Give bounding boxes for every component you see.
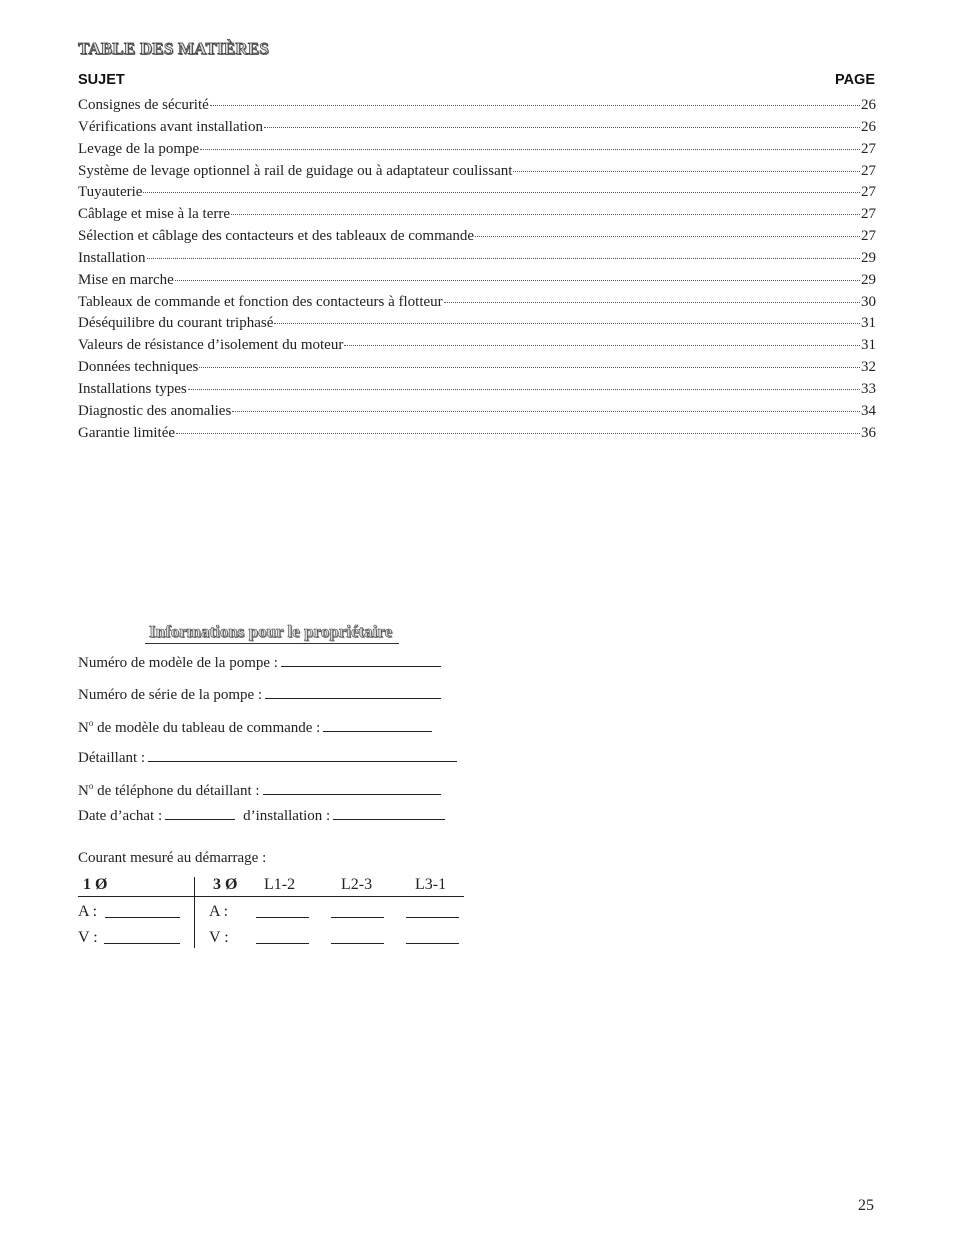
amps-l12-blank[interactable] [256,917,309,918]
toc-subject-header: SUJET [78,72,125,88]
toc-entry-title: Système de levage optionnel à rail de guidage ou à adaptateur coulissant [78,162,513,179]
toc-leader-dots [231,214,860,215]
toc-entry-title: Levage de la pompe [78,140,200,157]
dealer-phone-label: $N^o$ de téléphone du détaillant : [78,781,260,799]
toc-leader-dots [200,149,860,150]
toc-entry [78,403,876,425]
toc-leader-dots [513,171,860,172]
toc-leader-dots [274,323,860,324]
toc-entry-title: Consignes de sécurité [78,97,209,113]
single-amps-label: A : [78,903,98,920]
amps-l23-blank[interactable] [331,917,384,918]
toc-entry-page: 27 [861,228,876,245]
dealer-field [78,750,457,767]
toc-entry-title: Diagnostic des anomalies [78,402,232,419]
toc-entry-page: 27 [861,206,876,223]
single-volts-blank[interactable] [104,943,180,944]
toc-leader-dots [199,367,860,368]
pump-model-field [78,655,441,672]
pump-serial-blank[interactable] [265,697,441,699]
toc-entry-title: Vérifications avant installation [78,118,263,135]
three-phase-header: 3 Ø [213,876,238,893]
dealer-blank[interactable] [148,760,457,762]
l23-header: L2-3 [341,876,373,893]
toc-leader-dots [475,236,860,237]
toc-entry [78,272,876,294]
toc-entry-title: Tableaux de commande et fonction des contacteurs à flotteur [78,293,443,310]
pump-model-label: Numéro de modèle de la pompe : [78,655,278,671]
toc-page-header: PAGE [834,72,875,88]
toc-leader-dots [143,192,860,193]
single-volts-label: V : [78,929,98,946]
toc-leader-dots [264,127,860,128]
purchase-date-blank[interactable] [165,818,235,820]
toc-leader-dots [188,389,860,390]
toc-entry [78,250,876,272]
toc-entry-title: Installation [78,249,146,266]
l12-header: L1-2 [264,876,296,893]
dealer-phone-field [78,781,441,800]
toc-leader-dots [210,105,860,106]
control-model-blank[interactable] [323,730,432,732]
current-table-divider [194,877,195,948]
page-number: 25 [858,1197,874,1214]
toc-entry-title: Données techniques [78,359,199,376]
single-amps-blank[interactable] [105,917,180,918]
toc-entry [78,119,876,141]
toc-entry-page: 36 [861,424,876,441]
toc-entry-page: 26 [861,118,876,135]
toc-entry-title: Valeurs de résistance d’isolement du moteur [78,337,344,354]
toc-header [78,72,875,88]
toc-entry-title: Garantie limitée [78,424,176,441]
toc-entry [78,315,876,337]
three-volts-label: V : [209,929,229,946]
toc-entry [78,184,876,206]
toc-entry-page: 29 [861,249,876,266]
toc-title: TABLE DES MATIÈRES [78,39,269,58]
toc-entry [78,206,876,228]
volts-l31-blank[interactable] [406,943,459,944]
toc-entry [78,228,876,250]
control-model-label: $N^o$ de modèle du tableau de commande : [78,718,321,736]
amps-l31-blank[interactable] [406,917,459,918]
toc-entry [78,425,876,447]
toc-entry [78,141,876,163]
pump-serial-field [78,687,441,704]
three-amps-label: A : [209,903,229,920]
toc-entry-page: 34 [861,402,876,419]
toc-entry [78,337,876,359]
toc-leader-dots [444,302,860,303]
toc-leader-dots [176,433,860,434]
toc-entry-page: 27 [861,162,876,179]
toc-entry [78,97,876,119]
toc-entry-page: 33 [861,380,876,397]
toc-entry-page: 31 [861,337,876,354]
toc-entry [78,359,876,381]
volts-l12-blank[interactable] [256,943,309,944]
toc-entry-page: 32 [861,359,876,376]
toc-entry-page: 27 [861,140,876,157]
toc-leader-dots [232,411,860,412]
l31-header: L3-1 [415,876,447,893]
pump-serial-label: Numéro de série de la pompe : [78,687,263,703]
owner-title-underline [145,643,399,644]
toc-list [78,97,876,447]
toc-entry-page: 29 [861,271,876,288]
dealer-phone-blank[interactable] [263,793,441,795]
control-model-field [78,718,432,737]
toc-leader-dots [175,280,860,281]
install-date-blank[interactable] [333,818,445,820]
current-table-header-rule [78,896,464,897]
toc-entry-page: 26 [861,97,876,113]
toc-entry [78,294,876,316]
owner-info-title: Informations pour le propriétaire [149,622,393,641]
pump-model-blank[interactable] [281,665,441,667]
toc-entry-title: Mise en marche [78,271,174,288]
toc-entry [78,381,876,403]
install-date-label: d’installation : [243,808,331,824]
toc-entry-title: Tuyauterie [78,184,143,201]
toc-entry-page: 31 [861,315,876,332]
toc-entry-title: Sélection et câblage des contacteurs et des tableaux de commande [78,228,475,245]
volts-l23-blank[interactable] [331,943,384,944]
purchase-date-label: Date d’achat : [78,808,163,824]
toc-entry [78,163,876,185]
dates-field [78,808,445,825]
current-measured-label: Courant mesuré au démarrage : [78,850,267,866]
toc-entry-title: Câblage et mise à la terre [78,206,231,223]
toc-entry-page: 30 [861,293,876,310]
single-phase-header: 1 Ø [83,876,108,893]
toc-leader-dots [344,345,860,346]
toc-entry-title: Déséquilibre du courant triphasé [78,315,274,332]
toc-leader-dots [147,258,861,259]
toc-entry-page: 27 [861,184,876,201]
toc-entry-title: Installations types [78,380,187,397]
dealer-label: Détaillant : [78,750,146,766]
